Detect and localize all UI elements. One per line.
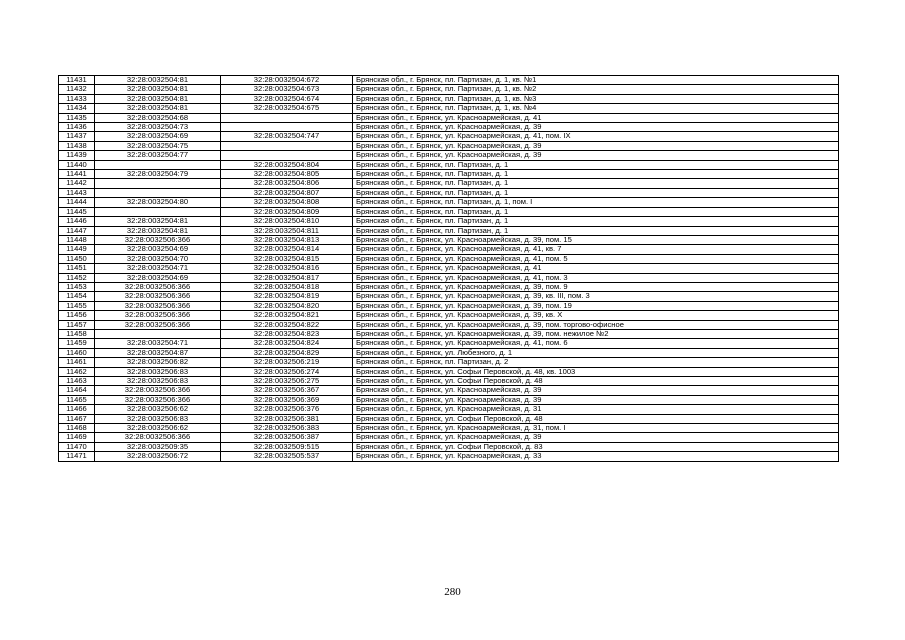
address-cell: Брянская обл., г. Брянск, пл. Партизан, д. 1 — [353, 207, 839, 216]
address-cell: Брянская обл., г. Брянск, ул. Софьи Перовской, д. 48 — [353, 414, 839, 423]
cadastral-number-cell: 32:28:0032504:672 — [221, 76, 353, 85]
row-number-cell: 11460 — [59, 348, 95, 357]
parent-cadastral-number-cell: 32:28:0032504:69 — [95, 245, 221, 254]
address-cell: Брянская обл., г. Брянск, пл. Партизан, д. 1 — [353, 217, 839, 226]
address-cell: Брянская обл., г. Брянск, ул. Красноармейская, д. 39 — [353, 141, 839, 150]
cadastral-number-cell: 32:28:0032504:806 — [221, 179, 353, 188]
registry-table — [58, 75, 839, 462]
cadastral-number-cell: 32:28:0032504:674 — [221, 94, 353, 103]
cadastral-number-cell: 32:28:0032504:820 — [221, 301, 353, 310]
cadastral-number-cell — [221, 113, 353, 122]
row-number-cell: 11434 — [59, 104, 95, 113]
parent-cadastral-number-cell: 32:28:0032504:73 — [95, 123, 221, 132]
address-cell: Брянская обл., г. Брянск, пл. Партизан, д. 1, кв. №4 — [353, 104, 839, 113]
table-row — [59, 348, 839, 357]
cadastral-number-cell: 32:28:0032504:824 — [221, 339, 353, 348]
row-number-cell: 11442 — [59, 179, 95, 188]
cadastral-number-cell: 32:28:0032504:808 — [221, 198, 353, 207]
table-row — [59, 188, 839, 197]
row-number-cell: 11447 — [59, 226, 95, 235]
address-cell: Брянская обл., г. Брянск, ул. Красноармейская, д. 39 — [353, 433, 839, 442]
address-cell: Брянская обл., г. Брянск, ул. Красноармейская, д. 31, пом. I — [353, 424, 839, 433]
cadastral-number-cell: 32:28:0032506:381 — [221, 414, 353, 423]
row-number-cell: 11466 — [59, 405, 95, 414]
parent-cadastral-number-cell — [95, 179, 221, 188]
table-row — [59, 433, 839, 442]
parent-cadastral-number-cell: 32:28:0032506:83 — [95, 377, 221, 386]
table-row — [59, 358, 839, 367]
row-number-cell: 11456 — [59, 311, 95, 320]
cadastral-number-cell: 32:28:0032506:383 — [221, 424, 353, 433]
row-number-cell: 11462 — [59, 367, 95, 376]
cadastral-number-cell — [221, 151, 353, 160]
parent-cadastral-number-cell: 32:28:0032504:69 — [95, 273, 221, 282]
address-cell: Брянская обл., г. Брянск, ул. Красноармейская, д. 41, пом. 5 — [353, 254, 839, 263]
cadastral-number-cell: 32:28:0032504:807 — [221, 188, 353, 197]
table-row — [59, 123, 839, 132]
cadastral-number-cell: 32:28:0032506:219 — [221, 358, 353, 367]
parent-cadastral-number-cell: 32:28:0032506:82 — [95, 358, 221, 367]
row-number-cell: 11431 — [59, 76, 95, 85]
table-row — [59, 311, 839, 320]
row-number-cell: 11470 — [59, 442, 95, 451]
cadastral-number-cell: 32:28:0032504:747 — [221, 132, 353, 141]
cadastral-number-cell: 32:28:0032509:515 — [221, 442, 353, 451]
cadastral-number-cell: 32:28:0032504:809 — [221, 207, 353, 216]
row-number-cell: 11461 — [59, 358, 95, 367]
address-cell: Брянская обл., г. Брянск, пл. Партизан, д. 1 — [353, 179, 839, 188]
address-cell: Брянская обл., г. Брянск, пл. Партизан, д. 2 — [353, 358, 839, 367]
parent-cadastral-number-cell — [95, 329, 221, 338]
table-row — [59, 245, 839, 254]
address-cell: Брянская обл., г. Брянск, ул. Любезного, д. 1 — [353, 348, 839, 357]
row-number-cell: 11463 — [59, 377, 95, 386]
parent-cadastral-number-cell: 32:28:0032506:72 — [95, 452, 221, 461]
row-number-cell: 11464 — [59, 386, 95, 395]
row-number-cell: 11459 — [59, 339, 95, 348]
table-row — [59, 170, 839, 179]
table-row — [59, 264, 839, 273]
row-number-cell: 11469 — [59, 433, 95, 442]
page-number: 280 — [444, 586, 461, 598]
parent-cadastral-number-cell: 32:28:0032504:79 — [95, 170, 221, 179]
cadastral-number-cell: 32:28:0032506:387 — [221, 433, 353, 442]
table-row — [59, 160, 839, 169]
parent-cadastral-number-cell: 32:28:0032506:366 — [95, 386, 221, 395]
parent-cadastral-number-cell: 32:28:0032504:71 — [95, 339, 221, 348]
parent-cadastral-number-cell: 32:28:0032504:81 — [95, 94, 221, 103]
row-number-cell: 11446 — [59, 217, 95, 226]
address-cell: Брянская обл., г. Брянск, пл. Партизан, д. 1, кв. №3 — [353, 94, 839, 103]
parent-cadastral-number-cell — [95, 207, 221, 216]
row-number-cell: 11465 — [59, 395, 95, 404]
cadastral-number-cell: 32:28:0032504:823 — [221, 329, 353, 338]
cadastral-number-cell: 32:28:0032506:376 — [221, 405, 353, 414]
parent-cadastral-number-cell: 32:28:0032504:81 — [95, 85, 221, 94]
parent-cadastral-number-cell: 32:28:0032506:83 — [95, 414, 221, 423]
cadastral-number-cell: 32:28:0032504:821 — [221, 311, 353, 320]
table-row — [59, 386, 839, 395]
table-row — [59, 292, 839, 301]
address-cell: Брянская обл., г. Брянск, ул. Красноармейская, д. 39 — [353, 386, 839, 395]
row-number-cell: 11448 — [59, 235, 95, 244]
row-number-cell: 11440 — [59, 160, 95, 169]
table-row — [59, 76, 839, 85]
row-number-cell: 11452 — [59, 273, 95, 282]
table-row — [59, 395, 839, 404]
parent-cadastral-number-cell: 32:28:0032506:366 — [95, 235, 221, 244]
cadastral-number-cell: 32:28:0032504:817 — [221, 273, 353, 282]
address-cell: Брянская обл., г. Брянск, ул. Красноармейская, д. 41, кв. 7 — [353, 245, 839, 254]
parent-cadastral-number-cell: 32:28:0032504:81 — [95, 76, 221, 85]
address-cell: Брянская обл., г. Брянск, ул. Красноармейская, д. 39 — [353, 395, 839, 404]
address-cell: Брянская обл., г. Брянск, ул. Софьи Перовской, д. 83 — [353, 442, 839, 451]
parent-cadastral-number-cell: 32:28:0032504:70 — [95, 254, 221, 263]
address-cell: Брянская обл., г. Брянск, ул. Красноармейская, д. 31 — [353, 405, 839, 414]
address-cell: Брянская обл., г. Брянск, пл. Партизан, д. 1 — [353, 170, 839, 179]
row-number-cell: 11451 — [59, 264, 95, 273]
address-cell: Брянская обл., г. Брянск, ул. Красноармейская, д. 41, пом. 3 — [353, 273, 839, 282]
row-number-cell: 11443 — [59, 188, 95, 197]
address-cell: Брянская обл., г. Брянск, ул. Красноармейская, д. 41 — [353, 264, 839, 273]
address-cell: Брянская обл., г. Брянск, пл. Партизан, д. 1 — [353, 226, 839, 235]
row-number-cell: 11438 — [59, 141, 95, 150]
table-row — [59, 198, 839, 207]
registry-table-body — [59, 76, 839, 462]
address-cell: Брянская обл., г. Брянск, ул. Красноармейская, д. 39, пом. 19 — [353, 301, 839, 310]
table-row — [59, 320, 839, 329]
parent-cadastral-number-cell: 32:28:0032506:62 — [95, 424, 221, 433]
address-cell: Брянская обл., г. Брянск, ул. Красноармейская, д. 39, пом. нежилое №2 — [353, 329, 839, 338]
parent-cadastral-number-cell — [95, 188, 221, 197]
cadastral-number-cell: 32:28:0032506:275 — [221, 377, 353, 386]
parent-cadastral-number-cell: 32:28:0032506:366 — [95, 292, 221, 301]
address-cell: Брянская обл., г. Брянск, пл. Партизан, д. 1 — [353, 188, 839, 197]
table-row — [59, 217, 839, 226]
address-cell: Брянская обл., г. Брянск, ул. Красноармейская, д. 41 — [353, 113, 839, 122]
parent-cadastral-number-cell: 32:28:0032504:69 — [95, 132, 221, 141]
parent-cadastral-number-cell: 32:28:0032504:81 — [95, 217, 221, 226]
cadastral-number-cell: 32:28:0032504:811 — [221, 226, 353, 235]
address-cell: Брянская обл., г. Брянск, ул. Красноармейская, д. 41, пом. IX — [353, 132, 839, 141]
row-number-cell: 11455 — [59, 301, 95, 310]
row-number-cell: 11444 — [59, 198, 95, 207]
row-number-cell: 11437 — [59, 132, 95, 141]
table-row — [59, 377, 839, 386]
cadastral-number-cell: 32:28:0032504:819 — [221, 292, 353, 301]
row-number-cell: 11450 — [59, 254, 95, 263]
table-row — [59, 273, 839, 282]
cadastral-number-cell: 32:28:0032505:537 — [221, 452, 353, 461]
cadastral-number-cell: 32:28:0032504:814 — [221, 245, 353, 254]
table-row — [59, 207, 839, 216]
table-row — [59, 329, 839, 338]
cadastral-number-cell: 32:28:0032504:816 — [221, 264, 353, 273]
table-row — [59, 132, 839, 141]
table-row — [59, 94, 839, 103]
row-number-cell: 11449 — [59, 245, 95, 254]
table-row — [59, 113, 839, 122]
parent-cadastral-number-cell: 32:28:0032506:366 — [95, 320, 221, 329]
table-row — [59, 442, 839, 451]
cadastral-number-cell: 32:28:0032504:818 — [221, 282, 353, 291]
parent-cadastral-number-cell — [95, 160, 221, 169]
cadastral-number-cell — [221, 141, 353, 150]
cadastral-number-cell: 32:28:0032504:675 — [221, 104, 353, 113]
address-cell: Брянская обл., г. Брянск, ул. Красноармейская, д. 39, кв. X — [353, 311, 839, 320]
table-row — [59, 85, 839, 94]
address-cell: Брянская обл., г. Брянск, ул. Красноармейская, д. 33 — [353, 452, 839, 461]
row-number-cell: 11467 — [59, 414, 95, 423]
parent-cadastral-number-cell: 32:28:0032506:62 — [95, 405, 221, 414]
parent-cadastral-number-cell: 32:28:0032506:366 — [95, 282, 221, 291]
parent-cadastral-number-cell: 32:28:0032509:35 — [95, 442, 221, 451]
cadastral-number-cell: 32:28:0032504:815 — [221, 254, 353, 263]
address-cell: Брянская обл., г. Брянск, ул. Софьи Перовской, д. 48 — [353, 377, 839, 386]
table-row — [59, 226, 839, 235]
cadastral-number-cell: 32:28:0032506:367 — [221, 386, 353, 395]
cadastral-number-cell: 32:28:0032504:813 — [221, 235, 353, 244]
table-row — [59, 151, 839, 160]
address-cell: Брянская обл., г. Брянск, пл. Партизан, д. 1, кв. №1 — [353, 76, 839, 85]
address-cell: Брянская обл., г. Брянск, ул. Красноармейская, д. 39 — [353, 123, 839, 132]
table-row — [59, 367, 839, 376]
parent-cadastral-number-cell: 32:28:0032506:366 — [95, 433, 221, 442]
table-row — [59, 282, 839, 291]
parent-cadastral-number-cell: 32:28:0032506:366 — [95, 301, 221, 310]
table-row — [59, 301, 839, 310]
row-number-cell: 11454 — [59, 292, 95, 301]
address-cell: Брянская обл., г. Брянск, ул. Красноармейская, д. 39, пом. торгово-офисное — [353, 320, 839, 329]
address-cell: Брянская обл., г. Брянск, ул. Красноармейская, д. 41, пом. 6 — [353, 339, 839, 348]
row-number-cell: 11471 — [59, 452, 95, 461]
row-number-cell: 11436 — [59, 123, 95, 132]
table-row — [59, 179, 839, 188]
address-cell: Брянская обл., г. Брянск, ул. Софьи Перовской, д. 48, кв. 1003 — [353, 367, 839, 376]
row-number-cell: 11457 — [59, 320, 95, 329]
parent-cadastral-number-cell: 32:28:0032504:77 — [95, 151, 221, 160]
cadastral-number-cell: 32:28:0032504:804 — [221, 160, 353, 169]
address-cell: Брянская обл., г. Брянск, пл. Партизан, д. 1, пом. I — [353, 198, 839, 207]
cadastral-number-cell: 32:28:0032506:369 — [221, 395, 353, 404]
table-row — [59, 339, 839, 348]
address-cell: Брянская обл., г. Брянск, ул. Красноармейская, д. 39, пом. 9 — [353, 282, 839, 291]
cadastral-number-cell: 32:28:0032506:274 — [221, 367, 353, 376]
cadastral-number-cell: 32:28:0032504:822 — [221, 320, 353, 329]
row-number-cell: 11445 — [59, 207, 95, 216]
cadastral-number-cell: 32:28:0032504:805 — [221, 170, 353, 179]
parent-cadastral-number-cell: 32:28:0032506:366 — [95, 311, 221, 320]
address-cell: Брянская обл., г. Брянск, ул. Красноармейская, д. 39 — [353, 151, 839, 160]
table-row — [59, 452, 839, 461]
row-number-cell: 11432 — [59, 85, 95, 94]
row-number-cell: 11458 — [59, 329, 95, 338]
parent-cadastral-number-cell: 32:28:0032504:81 — [95, 104, 221, 113]
parent-cadastral-number-cell: 32:28:0032506:83 — [95, 367, 221, 376]
parent-cadastral-number-cell: 32:28:0032504:75 — [95, 141, 221, 150]
address-cell: Брянская обл., г. Брянск, пл. Партизан, д. 1 — [353, 160, 839, 169]
cadastral-number-cell: 32:28:0032504:810 — [221, 217, 353, 226]
address-cell: Брянская обл., г. Брянск, ул. Красноармейская, д. 39, пом. 15 — [353, 235, 839, 244]
row-number-cell: 11439 — [59, 151, 95, 160]
table-row — [59, 414, 839, 423]
row-number-cell: 11453 — [59, 282, 95, 291]
table-row — [59, 235, 839, 244]
row-number-cell: 11468 — [59, 424, 95, 433]
parent-cadastral-number-cell: 32:28:0032504:68 — [95, 113, 221, 122]
parent-cadastral-number-cell: 32:28:0032504:80 — [95, 198, 221, 207]
address-cell: Брянская обл., г. Брянск, пл. Партизан, д. 1, кв. №2 — [353, 85, 839, 94]
table-row — [59, 104, 839, 113]
row-number-cell: 11441 — [59, 170, 95, 179]
row-number-cell: 11435 — [59, 113, 95, 122]
cadastral-number-cell: 32:28:0032504:829 — [221, 348, 353, 357]
table-row — [59, 141, 839, 150]
table-row — [59, 424, 839, 433]
parent-cadastral-number-cell: 32:28:0032506:366 — [95, 395, 221, 404]
row-number-cell: 11433 — [59, 94, 95, 103]
cadastral-number-cell: 32:28:0032504:673 — [221, 85, 353, 94]
parent-cadastral-number-cell: 32:28:0032504:81 — [95, 226, 221, 235]
table-row — [59, 254, 839, 263]
parent-cadastral-number-cell: 32:28:0032504:87 — [95, 348, 221, 357]
table-row — [59, 405, 839, 414]
address-cell: Брянская обл., г. Брянск, ул. Красноармейская, д. 39, кв. III, пом. 3 — [353, 292, 839, 301]
cadastral-number-cell — [221, 123, 353, 132]
parent-cadastral-number-cell: 32:28:0032504:71 — [95, 264, 221, 273]
